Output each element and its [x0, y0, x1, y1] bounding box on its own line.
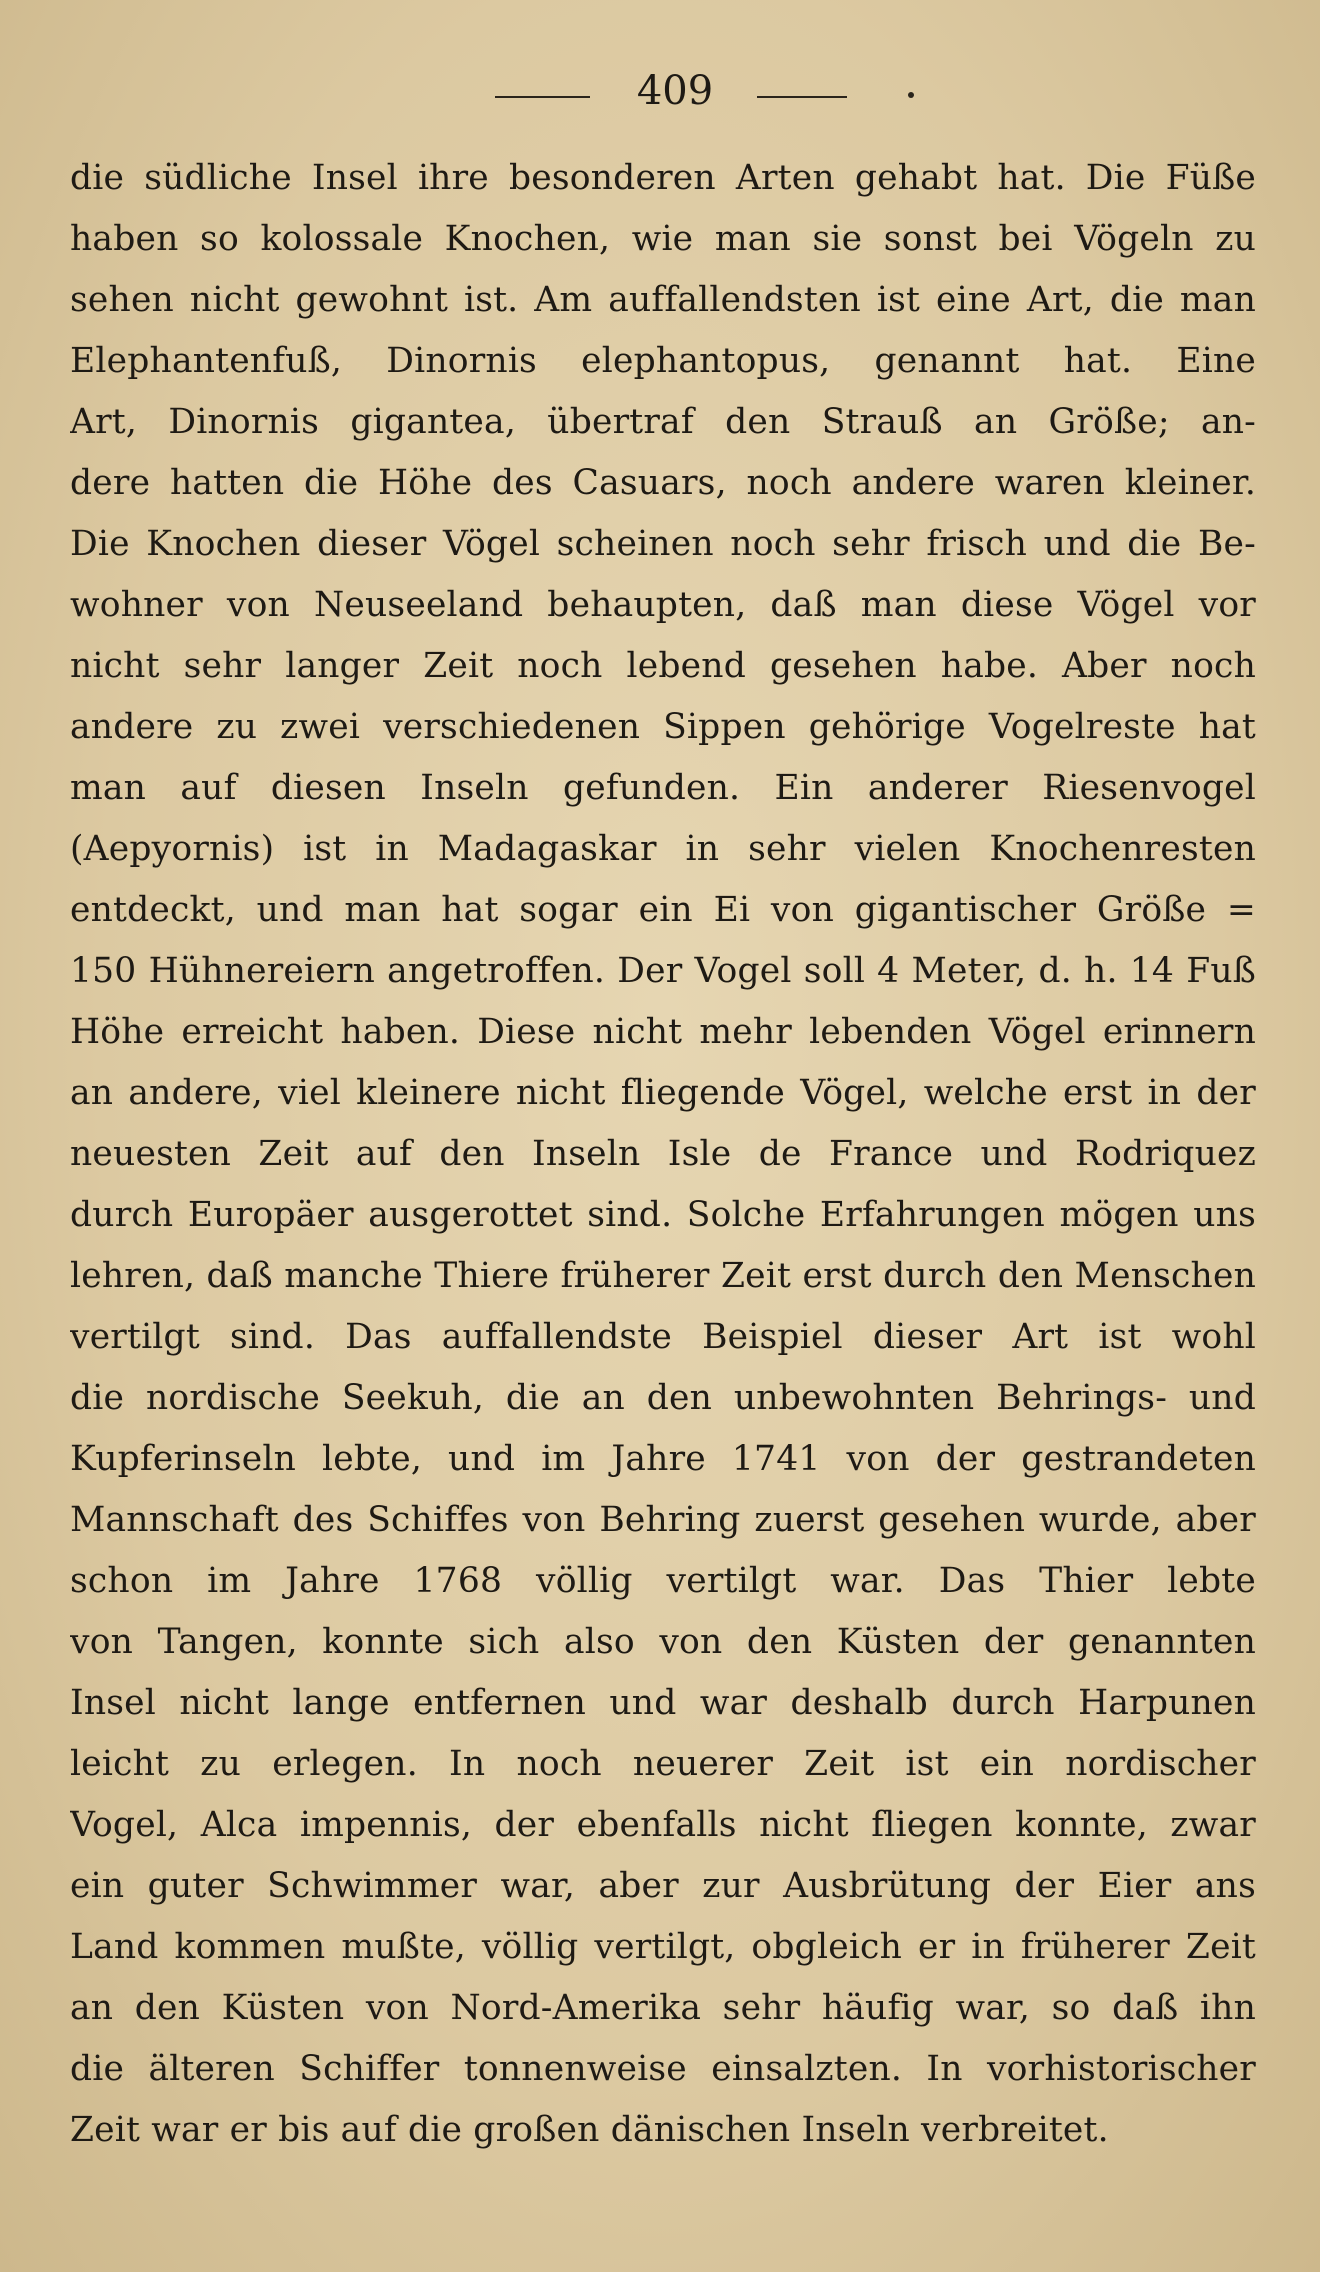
text-line: von Tangen, konnte sich also von den Küsten der genannten — [70, 1622, 1256, 1662]
text-line: schon im Jahre 1768 völlig vertilgt war. Das Thier lebte — [70, 1561, 1256, 1601]
header-rule-right — [757, 96, 847, 98]
text-line: Kupferinseln lebte, und im Jahre 1741 von der gestrandeten — [70, 1439, 1256, 1479]
text-line: dere hatten die Höhe des Casuars, noch andere waren kleiner. — [70, 463, 1256, 503]
page-number: 409 — [636, 68, 714, 114]
text-line: haben so kolossale Knochen, wie man sie sonst bei Vögeln zu — [70, 219, 1256, 259]
body-text — [70, 148, 1256, 2161]
text-line: Elephantenfuß, Dinornis elephantopus, genannt hat. Eine — [70, 341, 1256, 381]
text-line: Höhe erreicht haben. Diese nicht mehr lebenden Vögel erinnern — [70, 1012, 1256, 1052]
header-rule-left — [495, 96, 590, 98]
text-line: wohner von Neuseeland behaupten, daß man diese Vögel vor — [70, 585, 1256, 625]
text-line: an den Küsten von Nord-Amerika sehr häufig war, so daß ihn — [70, 1988, 1256, 2028]
text-line: Die Knochen dieser Vögel scheinen noch sehr frisch und die Be- — [70, 524, 1256, 564]
text-line: nicht sehr langer Zeit noch lebend gesehen habe. Aber noch — [70, 646, 1256, 686]
text-line: Mannschaft des Schiffes von Behring zuerst gesehen wurde, aber — [70, 1500, 1256, 1540]
text-line: leicht zu erlegen. In noch neuerer Zeit ist ein nordischer — [70, 1744, 1256, 1784]
text-line: die nordische Seekuh, die an den unbewohnten Behrings- und — [70, 1378, 1256, 1418]
text-line: die älteren Schiffer tonnenweise einsalzten. In vorhistorischer — [70, 2049, 1256, 2089]
text-line: Art, Dinornis gigantea, übertraf den Strauß an Größe; an- — [70, 402, 1256, 442]
text-line: entdeckt, und man hat sogar ein Ei von gigantischer Größe = — [70, 890, 1256, 930]
text-line: Land kommen mußte, völlig vertilgt, obgleich er in früherer Zeit — [70, 1927, 1256, 1967]
text-line: man auf diesen Inseln gefunden. Ein anderer Riesenvogel — [70, 768, 1256, 808]
text-line: ein guter Schwimmer war, aber zur Ausbrütung der Eier ans — [70, 1866, 1256, 1906]
text-line: neuesten Zeit auf den Inseln Isle de France und Rodriquez — [70, 1134, 1256, 1174]
text-line: die südliche Insel ihre besonderen Arten gehabt hat. Die Füße — [70, 158, 1256, 198]
text-line: Vogel, Alca impennis, der ebenfalls nicht fliegen konnte, zwar — [70, 1805, 1256, 1845]
text-line: durch Europäer ausgerottet sind. Solche Erfahrungen mögen uns — [70, 1195, 1256, 1235]
text-line: Zeit war er bis auf die großen dänischen Inseln verbreitet. — [70, 2110, 1109, 2150]
text-line: lehren, daß manche Thiere früherer Zeit erst durch den Menschen — [70, 1256, 1256, 1296]
text-line: sehen nicht gewohnt ist. Am auffallendsten ist eine Art, die man — [70, 280, 1256, 320]
text-line: andere zu zwei verschiedenen Sippen gehörige Vogelreste hat — [70, 707, 1256, 747]
text-line: Insel nicht lange entfernen und war deshalb durch Harpunen — [70, 1683, 1256, 1723]
page-header — [0, 62, 1320, 122]
text-line: 150 Hühnereiern angetroffen. Der Vogel soll 4 Meter, d. h. 14 Fuß — [70, 951, 1256, 991]
text-line: an andere, viel kleinere nicht fliegende Vögel, welche erst in der — [70, 1073, 1256, 1113]
header-dot — [908, 92, 914, 98]
text-line: (Aepyornis) ist in Madagaskar in sehr vielen Knochenresten — [70, 829, 1256, 869]
text-line: vertilgt sind. Das auffallendste Beispiel dieser Art ist wohl — [70, 1317, 1256, 1357]
